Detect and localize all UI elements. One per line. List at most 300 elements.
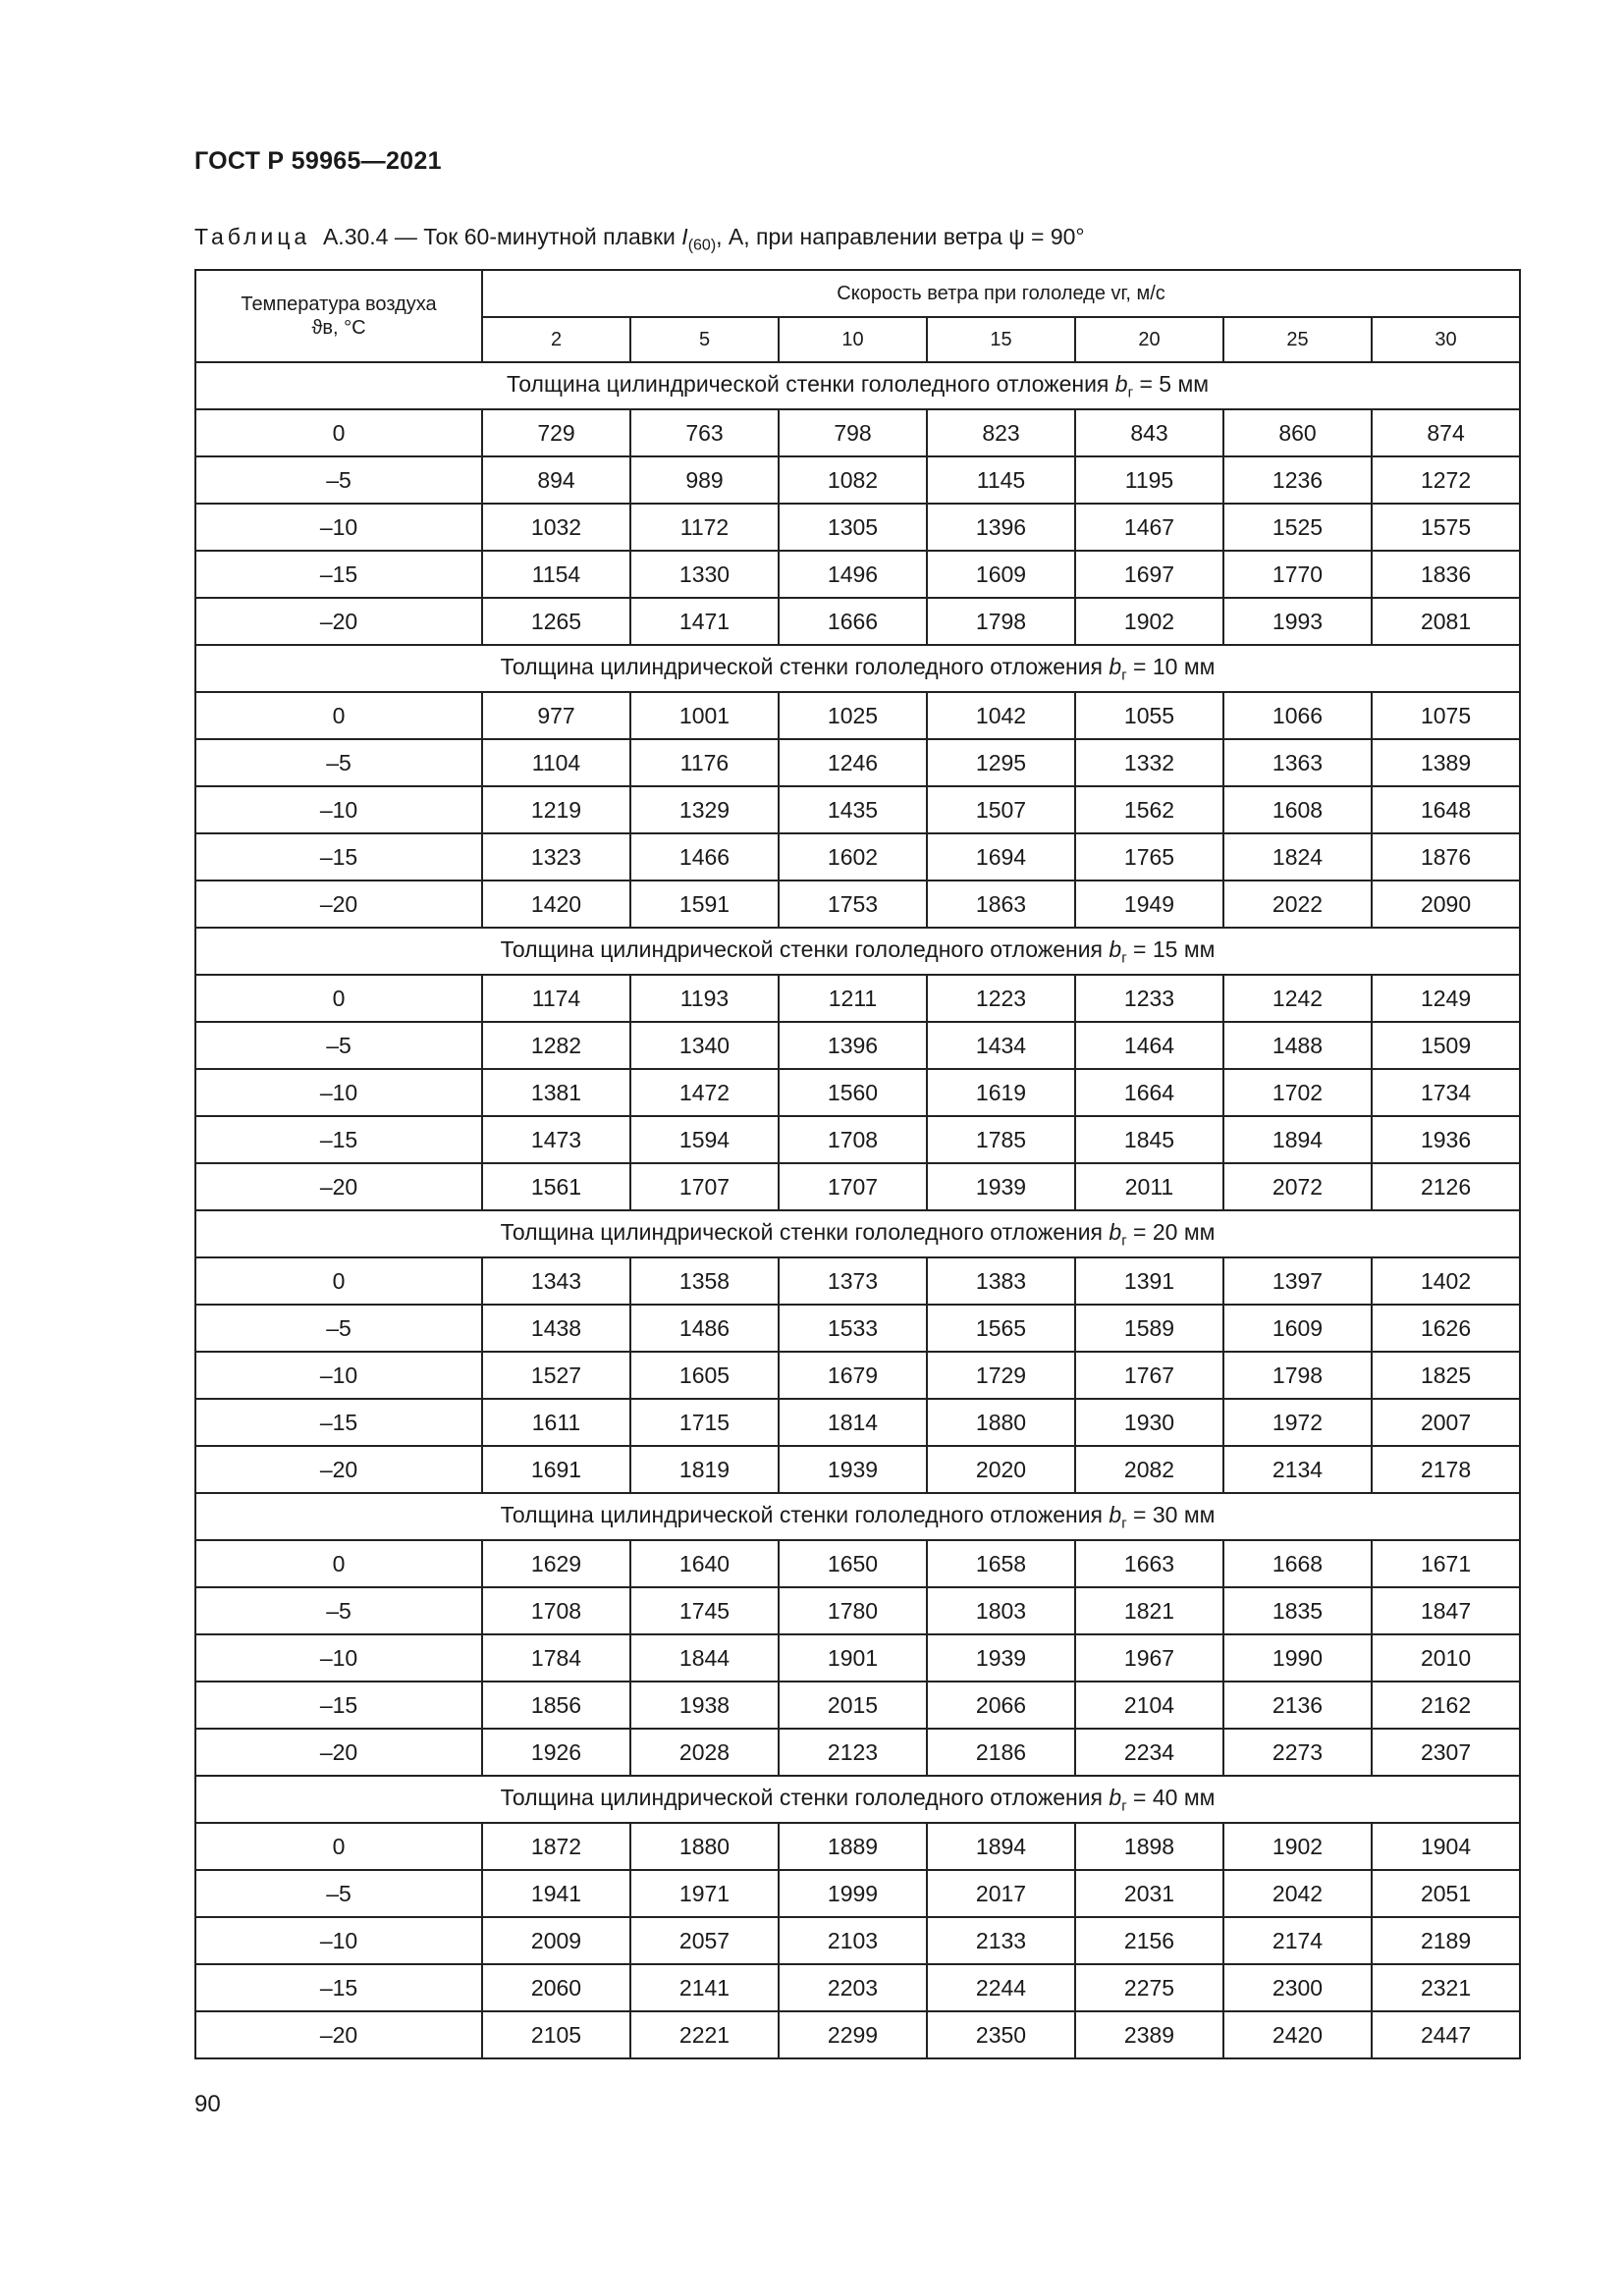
section-symbol-sub: г: [1127, 384, 1134, 401]
value-cell: 2126: [1372, 1163, 1520, 1210]
temperature-cell: –10: [195, 1069, 482, 1116]
value-cell: 2299: [779, 2011, 927, 2058]
value-cell: 1941: [482, 1870, 630, 1917]
value-cell: 1249: [1372, 975, 1520, 1022]
table-row: [195, 739, 1520, 786]
value-cell: 2031: [1075, 1870, 1223, 1917]
value-cell: 1844: [630, 1634, 779, 1682]
value-cell: 1938: [630, 1682, 779, 1729]
value-cell: 1323: [482, 833, 630, 881]
row-header-line2: ϑв, °С: [311, 317, 366, 339]
value-cell: 1707: [630, 1163, 779, 1210]
value-cell: 1611: [482, 1399, 630, 1446]
value-cell: 2105: [482, 2011, 630, 2058]
value-cell: 1729: [927, 1352, 1075, 1399]
value-cell: 1560: [779, 1069, 927, 1116]
temperature-cell: –20: [195, 2011, 482, 2058]
value-cell: 1863: [927, 881, 1075, 928]
value-cell: 1295: [927, 739, 1075, 786]
section-header-cell: [195, 1493, 1520, 1540]
value-cell: 1507: [927, 786, 1075, 833]
value-cell: 1055: [1075, 692, 1223, 739]
value-cell: 1343: [482, 1257, 630, 1305]
value-cell: 1926: [482, 1729, 630, 1776]
value-cell: 1329: [630, 786, 779, 833]
value-cell: 1575: [1372, 504, 1520, 551]
value-cell: 1001: [630, 692, 779, 739]
value-cell: 2066: [927, 1682, 1075, 1729]
value-cell: 1847: [1372, 1587, 1520, 1634]
value-cell: 2051: [1372, 1870, 1520, 1917]
speed-header-cell: 20: [1075, 317, 1223, 362]
value-cell: 1803: [927, 1587, 1075, 1634]
section-header-cell: [195, 928, 1520, 975]
value-cell: 1691: [482, 1446, 630, 1493]
temperature-cell: 0: [195, 409, 482, 456]
value-cell: 1272: [1372, 456, 1520, 504]
table-row: [195, 881, 1520, 928]
temperature-cell: –15: [195, 1399, 482, 1446]
value-cell: 1814: [779, 1399, 927, 1446]
value-cell: 1589: [1075, 1305, 1223, 1352]
value-cell: 1694: [927, 833, 1075, 881]
value-cell: 1332: [1075, 739, 1223, 786]
value-cell: 1219: [482, 786, 630, 833]
value-cell: 1824: [1223, 833, 1372, 881]
section-header-row: [195, 645, 1520, 692]
caption-symbol: I: [681, 224, 688, 249]
value-cell: 798: [779, 409, 927, 456]
value-cell: 894: [482, 456, 630, 504]
section-symbol-sub: г: [1121, 667, 1127, 684]
value-cell: 1473: [482, 1116, 630, 1163]
value-cell: 2123: [779, 1729, 927, 1776]
section-symbol-sub: г: [1121, 1232, 1127, 1250]
section-thickness: = 15 мм: [1126, 935, 1216, 962]
temperature-cell: –5: [195, 1870, 482, 1917]
value-cell: 2009: [482, 1917, 630, 1964]
value-cell: 1936: [1372, 1116, 1520, 1163]
value-cell: 1894: [927, 1823, 1075, 1870]
value-cell: 1671: [1372, 1540, 1520, 1587]
value-cell: 1949: [1075, 881, 1223, 928]
section-header-cell: [195, 362, 1520, 409]
value-cell: 1650: [779, 1540, 927, 1587]
temperature-cell: –10: [195, 786, 482, 833]
value-cell: 1990: [1223, 1634, 1372, 1682]
table-row: [195, 551, 1520, 598]
caption-symbol-sub: (60): [687, 237, 717, 254]
row-header-line1: Температура воздуха: [241, 294, 437, 315]
value-cell: 1533: [779, 1305, 927, 1352]
value-cell: 823: [927, 409, 1075, 456]
temperature-cell: –20: [195, 598, 482, 645]
temperature-cell: –20: [195, 1446, 482, 1493]
temperature-cell: –15: [195, 833, 482, 881]
table-row: [195, 1917, 1520, 1964]
section-header-row: [195, 362, 1520, 409]
value-cell: 1679: [779, 1352, 927, 1399]
value-cell: 2162: [1372, 1682, 1520, 1729]
speed-header-cell: 30: [1372, 317, 1520, 362]
page-number: 90: [194, 2091, 221, 2117]
value-cell: 1608: [1223, 786, 1372, 833]
speed-header-cell: 2: [482, 317, 630, 362]
value-cell: 1819: [630, 1446, 779, 1493]
section-prefix: Толщина цилиндрической стенки гололедного отложения: [507, 370, 1115, 397]
value-cell: 874: [1372, 409, 1520, 456]
value-cell: 1745: [630, 1587, 779, 1634]
value-cell: 1591: [630, 881, 779, 928]
section-prefix: Толщина цилиндрической стенки гололедного отложения: [500, 653, 1110, 679]
value-cell: 1340: [630, 1022, 779, 1069]
section-symbol-sub: г: [1121, 1515, 1127, 1532]
value-cell: 1396: [779, 1022, 927, 1069]
value-cell: 1562: [1075, 786, 1223, 833]
value-cell: 2072: [1223, 1163, 1372, 1210]
value-cell: 1195: [1075, 456, 1223, 504]
value-cell: 1697: [1075, 551, 1223, 598]
value-cell: 1715: [630, 1399, 779, 1446]
value-cell: 1640: [630, 1540, 779, 1587]
value-cell: 2234: [1075, 1729, 1223, 1776]
document-code: ГОСТ Р 59965—2021: [194, 147, 442, 175]
section-symbol-sub: г: [1121, 949, 1127, 967]
value-cell: 1872: [482, 1823, 630, 1870]
table-row: [195, 1163, 1520, 1210]
speed-header-cell: 10: [779, 317, 927, 362]
temperature-cell: –10: [195, 1634, 482, 1682]
table-row: [195, 1634, 1520, 1682]
value-cell: 1066: [1223, 692, 1372, 739]
temperature-cell: –5: [195, 1022, 482, 1069]
table-row: [195, 1540, 1520, 1587]
table-row: [195, 456, 1520, 504]
table-row: [195, 504, 1520, 551]
value-cell: 1930: [1075, 1399, 1223, 1446]
value-cell: 1972: [1223, 1399, 1372, 1446]
value-cell: 1402: [1372, 1257, 1520, 1305]
value-cell: 2015: [779, 1682, 927, 1729]
value-cell: 1389: [1372, 739, 1520, 786]
value-cell: 1798: [927, 598, 1075, 645]
value-cell: 1707: [779, 1163, 927, 1210]
section-thickness: = 40 мм: [1126, 1784, 1216, 1810]
value-cell: 2020: [927, 1446, 1075, 1493]
value-cell: 1770: [1223, 551, 1372, 598]
value-cell: 1145: [927, 456, 1075, 504]
section-prefix: Толщина цилиндрической стенки гололедного отложения: [500, 1218, 1110, 1245]
table-row: [195, 1352, 1520, 1399]
value-cell: 1765: [1075, 833, 1223, 881]
value-cell: 1734: [1372, 1069, 1520, 1116]
section-thickness: = 5 мм: [1133, 370, 1210, 397]
value-cell: 1236: [1223, 456, 1372, 504]
table-row: [195, 1964, 1520, 2011]
value-cell: 1438: [482, 1305, 630, 1352]
value-cell: 1527: [482, 1352, 630, 1399]
value-cell: 1663: [1075, 1540, 1223, 1587]
temperature-cell: –5: [195, 456, 482, 504]
value-cell: 2307: [1372, 1729, 1520, 1776]
value-cell: 843: [1075, 409, 1223, 456]
value-cell: 1971: [630, 1870, 779, 1917]
table-row: [195, 1587, 1520, 1634]
value-cell: 1901: [779, 1634, 927, 1682]
value-cell: 2082: [1075, 1446, 1223, 1493]
value-cell: 2042: [1223, 1870, 1372, 1917]
value-cell: 2203: [779, 1964, 927, 2011]
value-cell: 1193: [630, 975, 779, 1022]
value-cell: 2350: [927, 2011, 1075, 2058]
value-cell: 1708: [482, 1587, 630, 1634]
value-cell: 1939: [927, 1163, 1075, 1210]
value-cell: 1525: [1223, 504, 1372, 551]
value-cell: 1025: [779, 692, 927, 739]
temperature-cell: –10: [195, 1352, 482, 1399]
value-cell: 2022: [1223, 881, 1372, 928]
value-cell: 989: [630, 456, 779, 504]
value-cell: 2420: [1223, 2011, 1372, 2058]
value-cell: 729: [482, 409, 630, 456]
value-cell: 2174: [1223, 1917, 1372, 1964]
value-cell: 1246: [779, 739, 927, 786]
caption-prefix: Таблица: [194, 224, 311, 249]
temperature-cell: –20: [195, 881, 482, 928]
value-cell: 2103: [779, 1917, 927, 1964]
value-cell: 1391: [1075, 1257, 1223, 1305]
value-cell: 1629: [482, 1540, 630, 1587]
value-cell: 763: [630, 409, 779, 456]
value-cell: 1658: [927, 1540, 1075, 1587]
col-group-header: Скорость ветра при гололеде vг, м/с: [482, 270, 1520, 317]
value-cell: 1032: [482, 504, 630, 551]
section-header-row: [195, 1776, 1520, 1823]
value-cell: 1798: [1223, 1352, 1372, 1399]
value-cell: 1668: [1223, 1540, 1372, 1587]
value-cell: 2156: [1075, 1917, 1223, 1964]
value-cell: 1242: [1223, 975, 1372, 1022]
section-thickness: = 20 мм: [1126, 1218, 1216, 1245]
value-cell: 1753: [779, 881, 927, 928]
value-cell: 1172: [630, 504, 779, 551]
value-cell: 2178: [1372, 1446, 1520, 1493]
table-row: [195, 692, 1520, 739]
value-cell: 1305: [779, 504, 927, 551]
value-cell: 1835: [1223, 1587, 1372, 1634]
value-cell: 1785: [927, 1116, 1075, 1163]
value-cell: 1561: [482, 1163, 630, 1210]
value-cell: 1904: [1372, 1823, 1520, 1870]
value-cell: 2321: [1372, 1964, 1520, 2011]
value-cell: 2090: [1372, 881, 1520, 928]
temperature-cell: –10: [195, 1917, 482, 1964]
temperature-cell: 0: [195, 692, 482, 739]
value-cell: 1397: [1223, 1257, 1372, 1305]
caption-text-after: , А, при направлении ветра ψ = 90°: [716, 224, 1085, 249]
speed-header-cell: 5: [630, 317, 779, 362]
value-cell: 1042: [927, 692, 1075, 739]
section-prefix: Толщина цилиндрической стенки гололедного отложения: [500, 935, 1110, 962]
temperature-cell: –5: [195, 739, 482, 786]
table-row: [195, 786, 1520, 833]
value-cell: 1420: [482, 881, 630, 928]
section-symbol: b: [1109, 653, 1122, 679]
value-cell: 2104: [1075, 1682, 1223, 1729]
value-cell: 1435: [779, 786, 927, 833]
value-cell: 1939: [779, 1446, 927, 1493]
value-cell: 1825: [1372, 1352, 1520, 1399]
header-row-1: [195, 270, 1520, 317]
value-cell: 1898: [1075, 1823, 1223, 1870]
value-cell: 1565: [927, 1305, 1075, 1352]
value-cell: 1363: [1223, 739, 1372, 786]
value-cell: 1383: [927, 1257, 1075, 1305]
value-cell: 1664: [1075, 1069, 1223, 1116]
section-symbol: b: [1109, 1784, 1122, 1810]
value-cell: 1626: [1372, 1305, 1520, 1352]
table-row: [195, 1823, 1520, 1870]
value-cell: 1993: [1223, 598, 1372, 645]
value-cell: 2133: [927, 1917, 1075, 1964]
table-row: [195, 833, 1520, 881]
speed-header-cell: 15: [927, 317, 1075, 362]
value-cell: 2300: [1223, 1964, 1372, 2011]
section-symbol: b: [1109, 1218, 1122, 1245]
temperature-cell: –15: [195, 1964, 482, 2011]
value-cell: 2141: [630, 1964, 779, 2011]
value-cell: 1780: [779, 1587, 927, 1634]
temperature-cell: –10: [195, 504, 482, 551]
value-cell: 1602: [779, 833, 927, 881]
value-cell: 1609: [1223, 1305, 1372, 1352]
value-cell: 2136: [1223, 1682, 1372, 1729]
value-cell: 2081: [1372, 598, 1520, 645]
value-cell: 1999: [779, 1870, 927, 1917]
value-cell: 1708: [779, 1116, 927, 1163]
value-cell: 1594: [630, 1116, 779, 1163]
table-row: [195, 1682, 1520, 1729]
value-cell: 1894: [1223, 1116, 1372, 1163]
table-row: [195, 1399, 1520, 1446]
value-cell: 1466: [630, 833, 779, 881]
temperature-cell: 0: [195, 1540, 482, 1587]
value-cell: 860: [1223, 409, 1372, 456]
temperature-cell: 0: [195, 1257, 482, 1305]
section-header-row: [195, 1493, 1520, 1540]
value-cell: 1902: [1223, 1823, 1372, 1870]
value-cell: 1889: [779, 1823, 927, 1870]
value-cell: 1648: [1372, 786, 1520, 833]
value-cell: 2028: [630, 1729, 779, 1776]
value-cell: 1154: [482, 551, 630, 598]
section-prefix: Толщина цилиндрической стенки гололедного отложения: [500, 1784, 1110, 1810]
value-cell: 1233: [1075, 975, 1223, 1022]
table-row: [195, 2011, 1520, 2058]
value-cell: 1471: [630, 598, 779, 645]
value-cell: 977: [482, 692, 630, 739]
value-cell: 2447: [1372, 2011, 1520, 2058]
current-table: [194, 269, 1521, 2059]
value-cell: 1939: [927, 1634, 1075, 1682]
value-cell: 1396: [927, 504, 1075, 551]
value-cell: 1880: [630, 1823, 779, 1870]
value-cell: 1174: [482, 975, 630, 1022]
value-cell: 1666: [779, 598, 927, 645]
temperature-cell: –5: [195, 1587, 482, 1634]
value-cell: 1265: [482, 598, 630, 645]
section-header-row: [195, 1210, 1520, 1257]
value-cell: 1176: [630, 739, 779, 786]
value-cell: 1486: [630, 1305, 779, 1352]
value-cell: 1211: [779, 975, 927, 1022]
value-cell: 1821: [1075, 1587, 1223, 1634]
table-row: [195, 409, 1520, 456]
value-cell: 2007: [1372, 1399, 1520, 1446]
value-cell: 1330: [630, 551, 779, 598]
value-cell: 1464: [1075, 1022, 1223, 1069]
value-cell: 2060: [482, 1964, 630, 2011]
speed-header-cell: 25: [1223, 317, 1372, 362]
section-symbol: b: [1109, 1501, 1122, 1527]
table-row: [195, 1069, 1520, 1116]
value-cell: 1767: [1075, 1352, 1223, 1399]
value-cell: 1784: [482, 1634, 630, 1682]
table-row: [195, 1729, 1520, 1776]
temperature-cell: –15: [195, 1682, 482, 1729]
table-row: [195, 598, 1520, 645]
value-cell: 2011: [1075, 1163, 1223, 1210]
section-header-cell: [195, 1210, 1520, 1257]
value-cell: 1902: [1075, 598, 1223, 645]
section-symbol: b: [1109, 935, 1122, 962]
section-header-cell: [195, 645, 1520, 692]
value-cell: 2057: [630, 1917, 779, 1964]
value-cell: 1381: [482, 1069, 630, 1116]
value-cell: 1075: [1372, 692, 1520, 739]
value-cell: 2275: [1075, 1964, 1223, 2011]
table-row: [195, 1022, 1520, 1069]
caption-text-before: А.30.4 — Ток 60-минутной плавки: [322, 224, 682, 249]
value-cell: 1605: [630, 1352, 779, 1399]
table-row: [195, 1305, 1520, 1352]
table-row: [195, 1870, 1520, 1917]
temperature-cell: 0: [195, 975, 482, 1022]
value-cell: 1836: [1372, 551, 1520, 598]
row-header-cell: [195, 270, 482, 362]
value-cell: 2189: [1372, 1917, 1520, 1964]
value-cell: 2389: [1075, 2011, 1223, 2058]
temperature-cell: 0: [195, 1823, 482, 1870]
value-cell: 1467: [1075, 504, 1223, 551]
table-row: [195, 975, 1520, 1022]
table-row: [195, 1257, 1520, 1305]
value-cell: 1702: [1223, 1069, 1372, 1116]
value-cell: 2017: [927, 1870, 1075, 1917]
table-row: [195, 1116, 1520, 1163]
temperature-cell: –15: [195, 551, 482, 598]
value-cell: 2273: [1223, 1729, 1372, 1776]
temperature-cell: –20: [195, 1729, 482, 1776]
value-cell: 1223: [927, 975, 1075, 1022]
value-cell: 1358: [630, 1257, 779, 1305]
value-cell: 1967: [1075, 1634, 1223, 1682]
value-cell: 1845: [1075, 1116, 1223, 1163]
section-thickness: = 30 мм: [1126, 1501, 1216, 1527]
temperature-cell: –5: [195, 1305, 482, 1352]
value-cell: 1373: [779, 1257, 927, 1305]
value-cell: 1472: [630, 1069, 779, 1116]
